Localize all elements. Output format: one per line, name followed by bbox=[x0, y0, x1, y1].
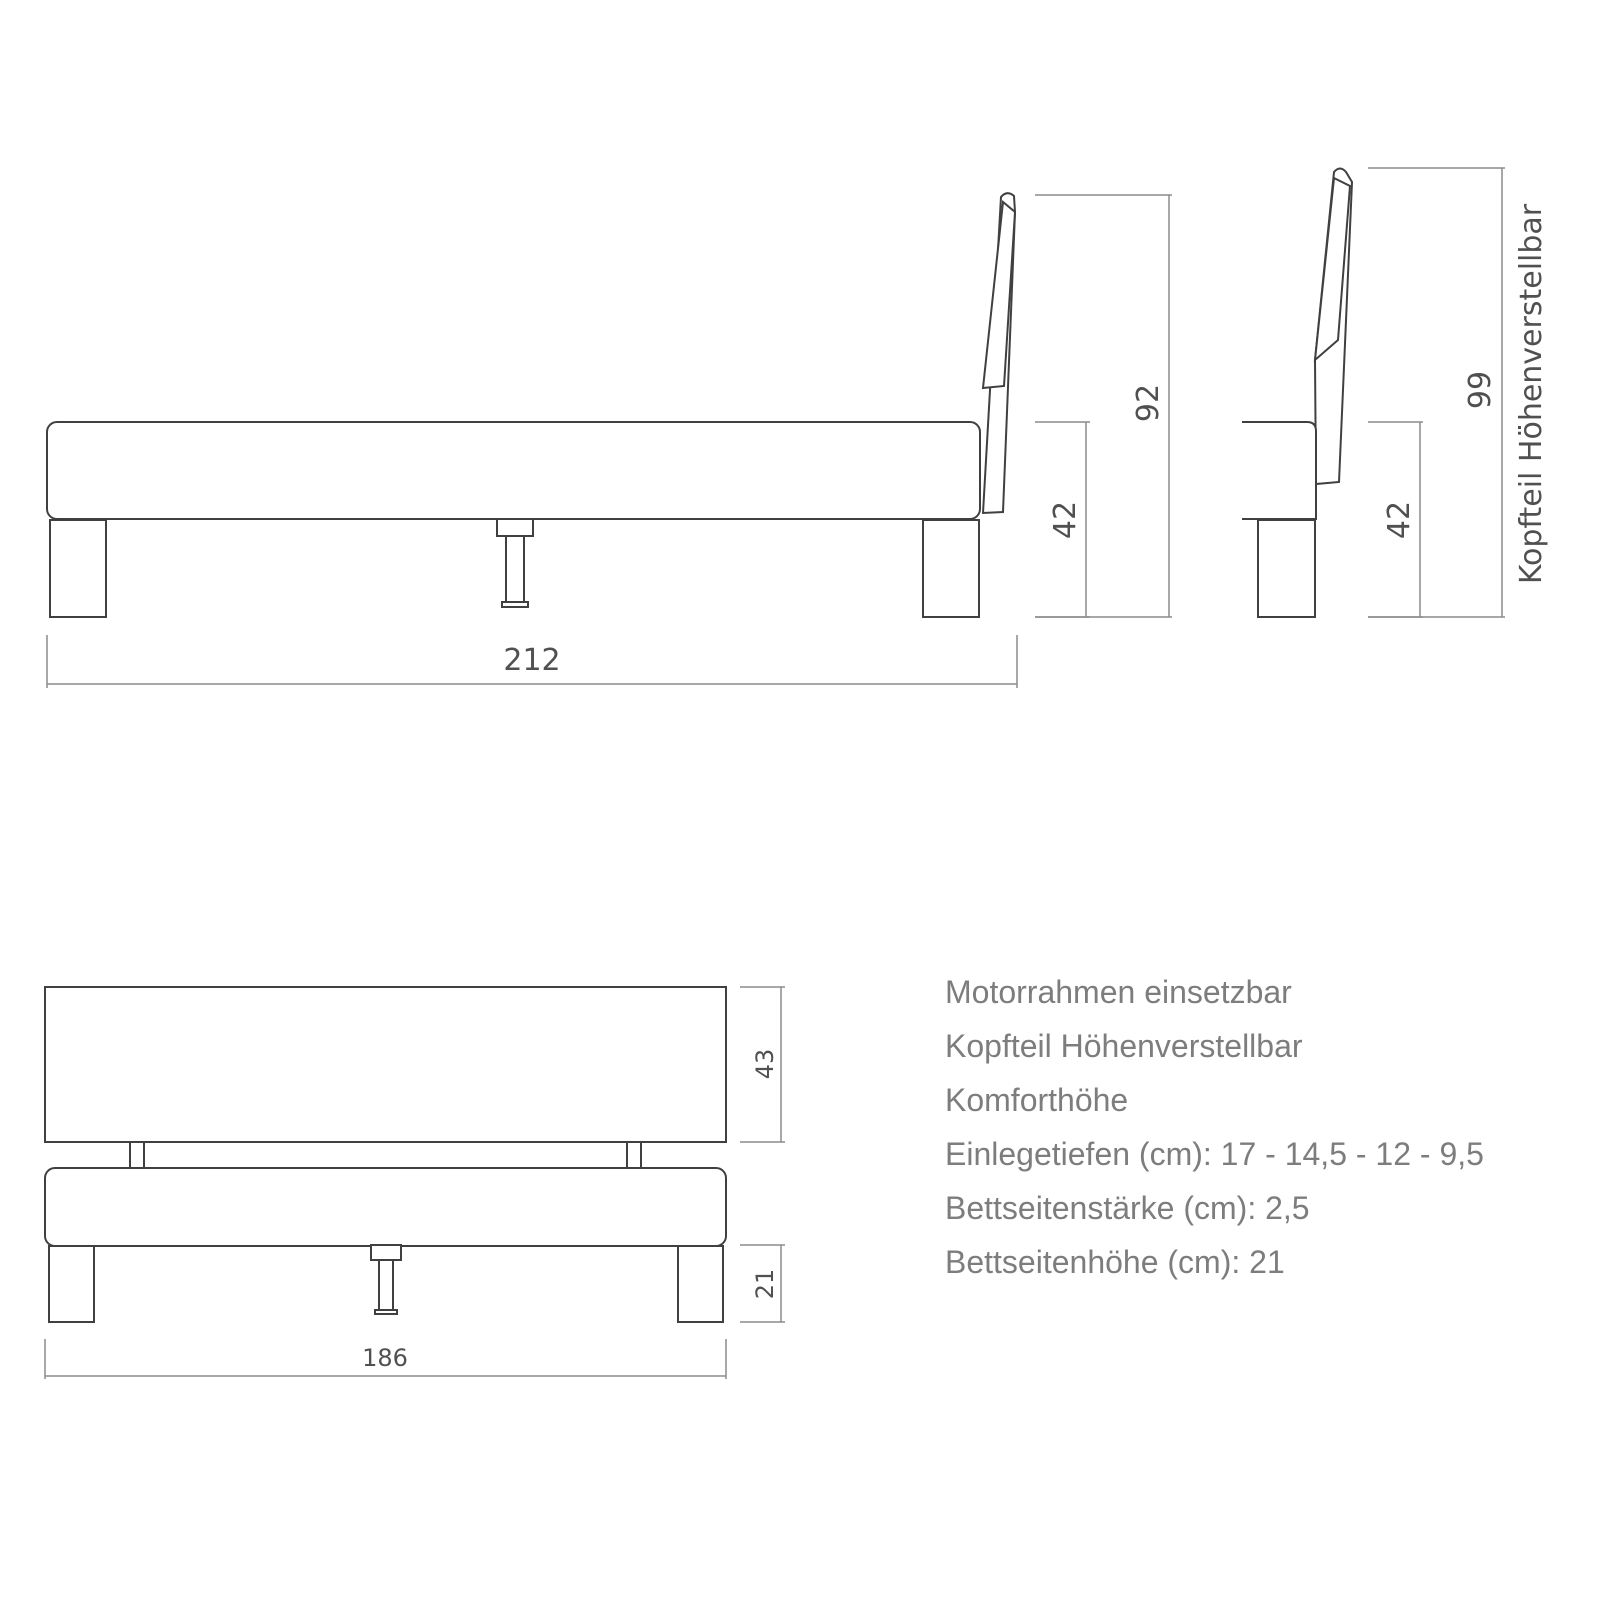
front-headboard-height-label: 43 bbox=[751, 1048, 779, 1080]
spec-list bbox=[945, 965, 1484, 1289]
side-leg-left bbox=[50, 520, 106, 617]
end-max-height-label: 99 bbox=[1463, 370, 1498, 410]
side-total-height-label: 92 bbox=[1131, 383, 1166, 423]
side-view bbox=[47, 193, 1172, 688]
side-center-support-post bbox=[506, 536, 524, 604]
spec-item: Einlegetiefen (cm): 17 - 14,5 - 12 - 9,5 bbox=[945, 1136, 1484, 1172]
front-center-support-head bbox=[371, 1245, 401, 1260]
end-headboard-note: Kopfteil Höhenverstellbar bbox=[1514, 203, 1549, 585]
front-center-support-post bbox=[379, 1260, 393, 1311]
spec-item: Bettseitenhöhe (cm): 21 bbox=[945, 1244, 1285, 1280]
side-headboard-panel bbox=[983, 202, 1015, 388]
front-width-label: 186 bbox=[362, 1344, 408, 1372]
end-seat-height-label: 42 bbox=[1382, 500, 1417, 540]
front-headboard-post-right bbox=[627, 1142, 641, 1168]
front-headboard bbox=[45, 987, 726, 1142]
spec-item: Motorrahmen einsetzbar bbox=[945, 974, 1292, 1010]
spec-item: Komforthöhe bbox=[945, 1082, 1129, 1118]
front-bed-frame bbox=[45, 1168, 726, 1246]
side-leg-right bbox=[923, 520, 979, 617]
side-center-support-foot bbox=[502, 602, 528, 607]
side-seat-height-label: 42 bbox=[1048, 500, 1083, 540]
front-headboard-post-left bbox=[130, 1142, 144, 1168]
spec-item: Kopfteil Höhenverstellbar bbox=[945, 1028, 1303, 1064]
front-leg-left bbox=[49, 1246, 94, 1322]
end-bed-frame bbox=[1242, 422, 1316, 519]
front-center-support-foot bbox=[375, 1310, 397, 1314]
end-leg bbox=[1258, 520, 1315, 617]
end-view bbox=[1242, 168, 1549, 617]
spec-item: Bettseitenstärke (cm): 2,5 bbox=[945, 1190, 1310, 1226]
side-center-support-head bbox=[497, 519, 533, 536]
side-bed-frame bbox=[47, 422, 980, 519]
side-length-label: 212 bbox=[503, 643, 561, 678]
front-leg-right bbox=[678, 1246, 723, 1322]
front-frame-height-label: 21 bbox=[751, 1268, 779, 1300]
front-view bbox=[45, 987, 785, 1379]
